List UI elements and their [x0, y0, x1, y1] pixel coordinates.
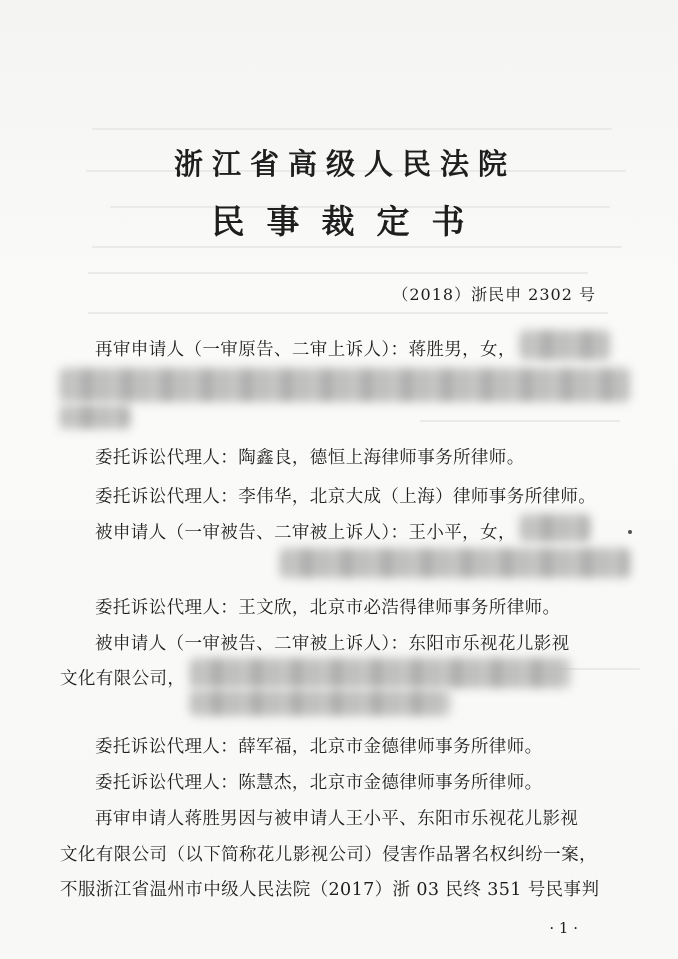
redacted-text	[190, 658, 570, 688]
bleed-through-mark	[88, 312, 608, 314]
page-number: · 1 ·	[549, 919, 578, 937]
redacted-text	[520, 330, 610, 360]
redacted-text	[60, 405, 130, 429]
paragraph-line: 文化有限公司，	[60, 669, 186, 689]
paragraph-line: 委托诉讼代理人：陈慧杰，北京市金德律师事务所律师。	[95, 773, 543, 793]
paragraph-line: 委托诉讼代理人：薛军福，北京市金德律师事务所律师。	[95, 737, 543, 757]
redacted-text	[520, 514, 590, 542]
paragraph-line: 委托诉讼代理人：陶鑫良，德恒上海律师事务所律师。	[95, 448, 525, 468]
bleed-through-mark	[92, 128, 612, 130]
court-name: 浙江省高级人民法院	[173, 147, 516, 181]
redacted-text	[280, 548, 630, 578]
paragraph-line: 被申请人（一审被告、二审被上诉人）：东阳市乐视花儿影视	[95, 634, 570, 654]
bleed-through-mark	[560, 668, 640, 670]
scan-speck	[628, 530, 632, 534]
case-number: （2018）浙民申 2302 号	[392, 285, 596, 304]
paragraph-line: 文化有限公司（以下简称花儿影视公司）侵害作品署名权纠纷一案，	[60, 845, 597, 865]
bleed-through-mark	[92, 246, 622, 248]
paragraph-line: 委托诉讼代理人：王文欣，北京市必浩得律师事务所律师。	[95, 598, 561, 618]
redacted-text	[60, 368, 630, 402]
bleed-through-mark	[420, 420, 620, 422]
paragraph-line: 委托诉讼代理人：李伟华，北京大成（上海）律师事务所律师。	[95, 487, 597, 507]
paragraph-line: 被申请人（一审被告、二审被上诉人）：王小平，女，	[95, 523, 516, 543]
paragraph-line: 再审申请人蒋胜男因与被申请人王小平、东阳市乐视花儿影视	[95, 809, 579, 829]
paragraph-line: 不服浙江省温州市中级人民法院（2017）浙 03 民终 351 号民事判	[60, 880, 600, 900]
redacted-text	[190, 690, 450, 716]
paragraph-line: 再审申请人（一审原告、二审上诉人）：蒋胜男，女，	[95, 340, 516, 360]
document-type-title: 民事裁定书	[211, 202, 487, 241]
bleed-through-mark	[88, 272, 588, 274]
